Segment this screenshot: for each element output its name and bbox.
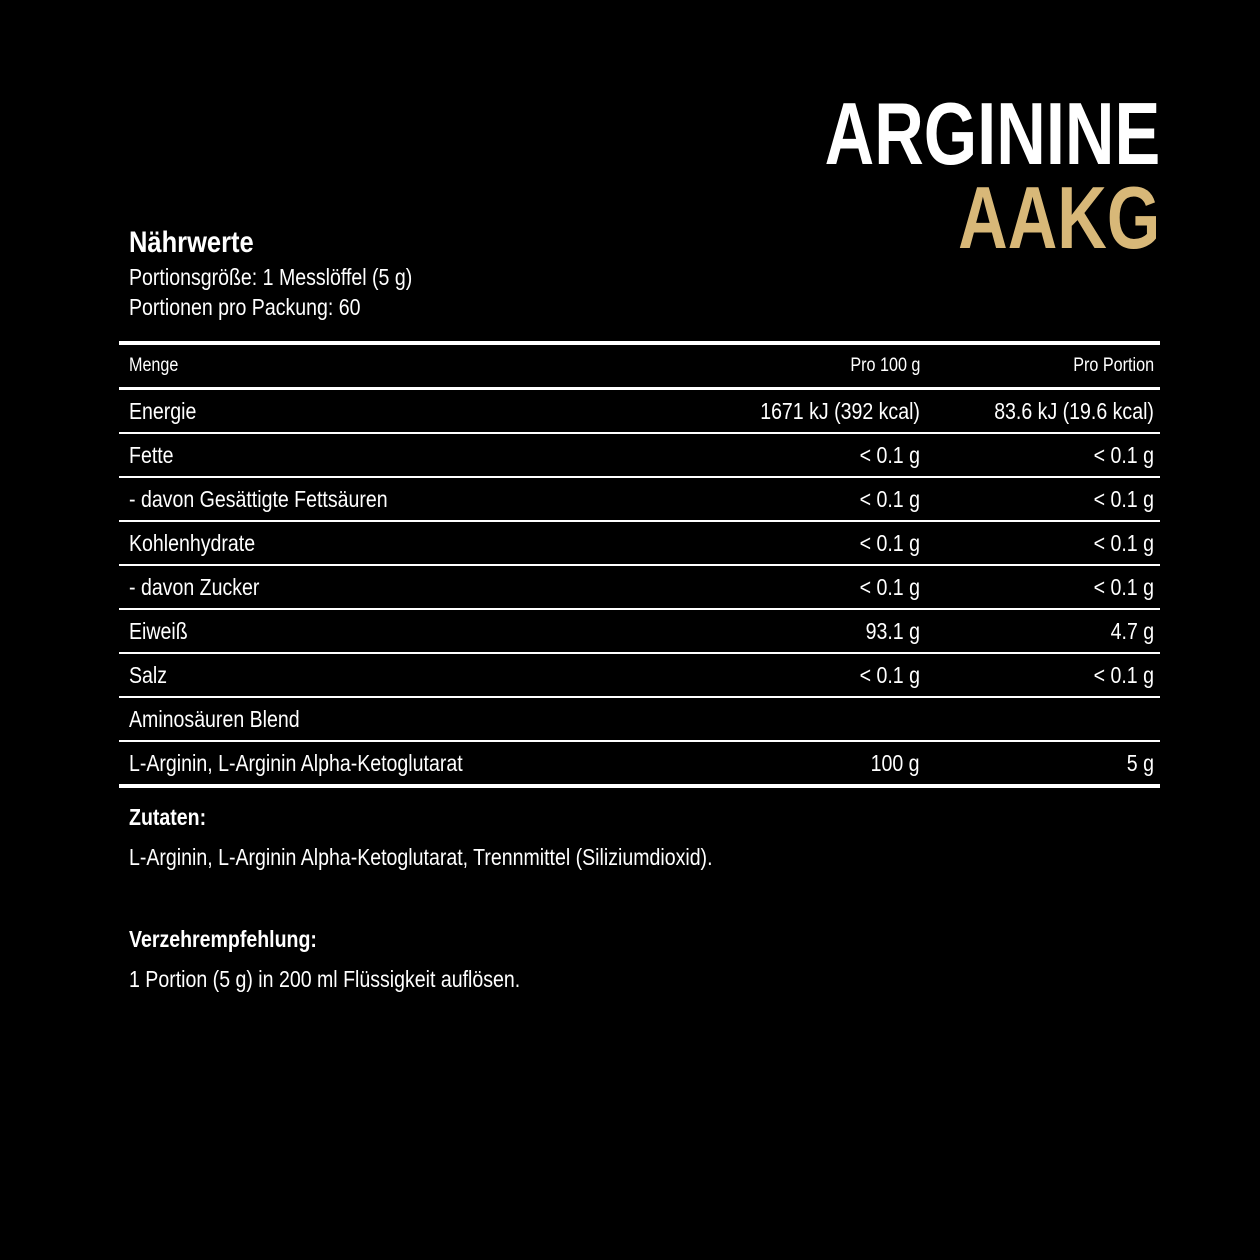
table-row: [119, 434, 1160, 478]
recommendation-section: [129, 924, 1029, 994]
nutrition-title: Nährwerte: [129, 226, 254, 259]
nutrient-name: Kohlenhydrate: [129, 529, 256, 556]
column-header-per-portion: Pro Portion: [1073, 355, 1154, 376]
nutrient-name: Eiweiß: [129, 617, 188, 644]
table-row: [119, 742, 1160, 788]
column-header-per-100g: Pro 100 g: [849, 355, 920, 376]
value-per-portion: < 0.1 g: [1093, 573, 1154, 600]
value-per-100g: < 0.1 g: [859, 485, 920, 512]
serving-size: Portionsgröße: 1 Messlöffel (5 g): [129, 264, 413, 290]
value-per-100g: 100 g: [871, 749, 920, 776]
recommendation-title: Verzehrempfehlung:: [129, 926, 317, 952]
value-per-100g: < 0.1 g: [859, 529, 920, 556]
value-per-portion: 83.6 kJ (19.6 kcal): [994, 397, 1154, 424]
nutrient-name: Aminosäuren Blend: [129, 705, 300, 732]
recommendation-text: 1 Portion (5 g) in 200 ml Flüssigkeit auflösen.: [129, 966, 521, 992]
value-per-portion: < 0.1 g: [1093, 441, 1154, 468]
value-per-portion: < 0.1 g: [1093, 485, 1154, 512]
table-row: [119, 698, 1160, 742]
table-header-row: [119, 345, 1160, 390]
value-per-portion: < 0.1 g: [1093, 661, 1154, 688]
nutrition-table: [119, 341, 1160, 788]
table-row: [119, 478, 1160, 522]
nutrient-name: - davon Zucker: [129, 573, 260, 600]
table-row: [119, 654, 1160, 698]
value-per-portion: < 0.1 g: [1093, 529, 1154, 556]
nutrient-name: - davon Gesättigte Fettsäuren: [129, 485, 388, 512]
table-row: [119, 390, 1160, 434]
value-per-portion: 4.7 g: [1110, 617, 1154, 644]
nutrient-name: L-Arginin, L-Arginin Alpha-Ketoglutarat: [129, 749, 463, 776]
value-per-100g: < 0.1 g: [859, 441, 920, 468]
value-per-portion: 5 g: [1126, 749, 1154, 776]
table-row: [119, 522, 1160, 566]
servings-per-pack: Portionen pro Packung: 60: [129, 294, 361, 320]
value-per-100g: < 0.1 g: [859, 573, 920, 600]
ingredients-title: Zutaten:: [129, 804, 207, 830]
nutrient-name: Salz: [129, 661, 168, 688]
column-header-amount: Menge: [129, 355, 179, 376]
ingredients-section: [129, 802, 1029, 872]
table-row: [119, 610, 1160, 654]
nutrient-name: Fette: [129, 441, 174, 468]
value-per-100g: 93.1 g: [865, 617, 920, 644]
table-row: [119, 566, 1160, 610]
nutrient-name: Energie: [129, 397, 197, 424]
product-name-line1: ARGININE: [824, 84, 1160, 183]
ingredients-text: L-Arginin, L-Arginin Alpha-Ketoglutarat, Trennmittel (Siliziumdioxid).: [129, 844, 713, 870]
nutrition-header: [129, 224, 829, 322]
value-per-100g: 1671 kJ (392 kcal): [760, 397, 920, 424]
value-per-100g: < 0.1 g: [859, 661, 920, 688]
product-name-line2: AAKG: [957, 168, 1160, 267]
